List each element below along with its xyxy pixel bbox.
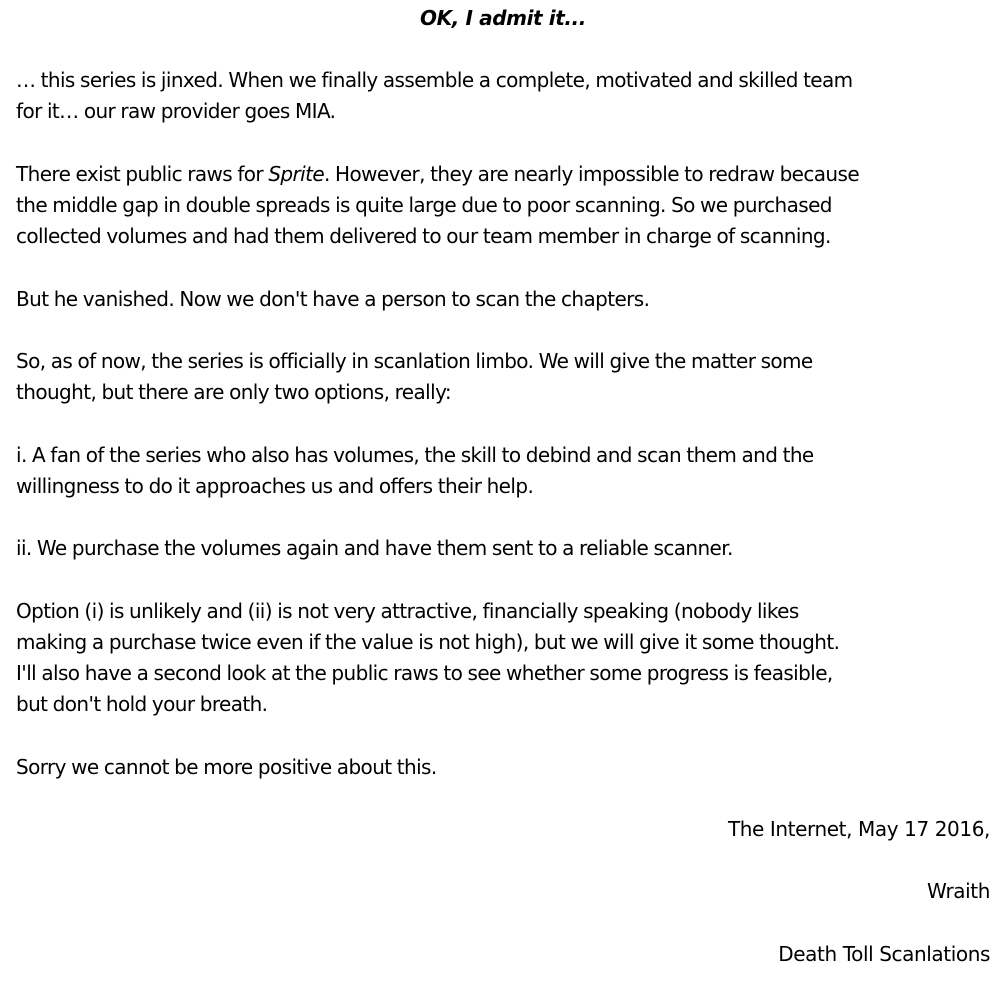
option-ii	[16, 533, 990, 564]
spacer	[16, 34, 990, 65]
paragraph-line: the middle gap in double spreads is quite large due to poor scanning. So we purchased	[16, 192, 832, 217]
option-i	[16, 440, 990, 502]
paragraph-text: . However, they are nearly impossible to redraw because	[324, 161, 860, 186]
signature-place-date: The Internet, May 17 2016,	[727, 816, 990, 841]
paragraph-line: … this series is jinxed. When we finally assemble a complete, motivated and skilled team	[16, 68, 853, 93]
paragraph-text: There exist public raws for	[16, 161, 269, 186]
paragraph-line: for it… our raw provider goes MIA.	[16, 99, 336, 124]
paragraph-line: thought, but there are only two options, really:	[16, 380, 452, 405]
letter-page	[16, 0, 990, 982]
signature-author: Wraith	[926, 879, 990, 904]
spacer	[16, 783, 990, 814]
paragraph-jinxed	[16, 65, 990, 127]
letter-title: OK, I admit it...	[420, 6, 586, 30]
paragraph-vanished	[16, 284, 990, 315]
paragraph-public-raws	[16, 159, 990, 253]
paragraph-line: I'll also have a second look at the public raws to see whether some progress is feasible,	[16, 660, 833, 685]
paragraph-line: But he vanished. Now we don't have a person to scan the chapters.	[16, 286, 650, 311]
paragraph-line: So, as of now, the series is officially in scanlation limbo. We will give the matter some	[16, 348, 813, 373]
paragraph-line: willingness to do it approaches us and offers their help.	[16, 473, 534, 498]
paragraph-options-assessment	[16, 596, 990, 721]
paragraph-line: Sorry we cannot be more positive about this.	[16, 754, 437, 779]
paragraph-limbo	[16, 346, 990, 408]
spacer	[16, 128, 990, 159]
spacer	[16, 720, 990, 751]
paragraph-line: Option (i) is unlikely and (ii) is not very attractive, financially speaking (nobody likes	[16, 598, 799, 623]
paragraph-apology	[16, 752, 990, 783]
spacer	[16, 908, 990, 939]
paragraph-line: making a purchase twice even if the value is not high), but we will give it some thought.	[16, 629, 840, 654]
paragraph-line: but don't hold your breath.	[16, 692, 268, 717]
spacer	[16, 315, 990, 346]
spacer	[16, 408, 990, 439]
spacer	[16, 502, 990, 533]
signature-group: Death Toll Scanlations	[778, 941, 990, 966]
spacer	[16, 252, 990, 283]
paragraph-line: ii. We purchase the volumes again and have them sent to a reliable scanner.	[16, 536, 733, 561]
spacer	[16, 845, 990, 876]
series-title: Sprite	[268, 161, 325, 186]
paragraph-line: i. A fan of the series who also has volumes, the skill to debind and scan them and the	[16, 442, 814, 467]
spacer	[16, 564, 990, 595]
paragraph-line: collected volumes and had them delivered to our team member in charge of scanning.	[16, 224, 831, 249]
